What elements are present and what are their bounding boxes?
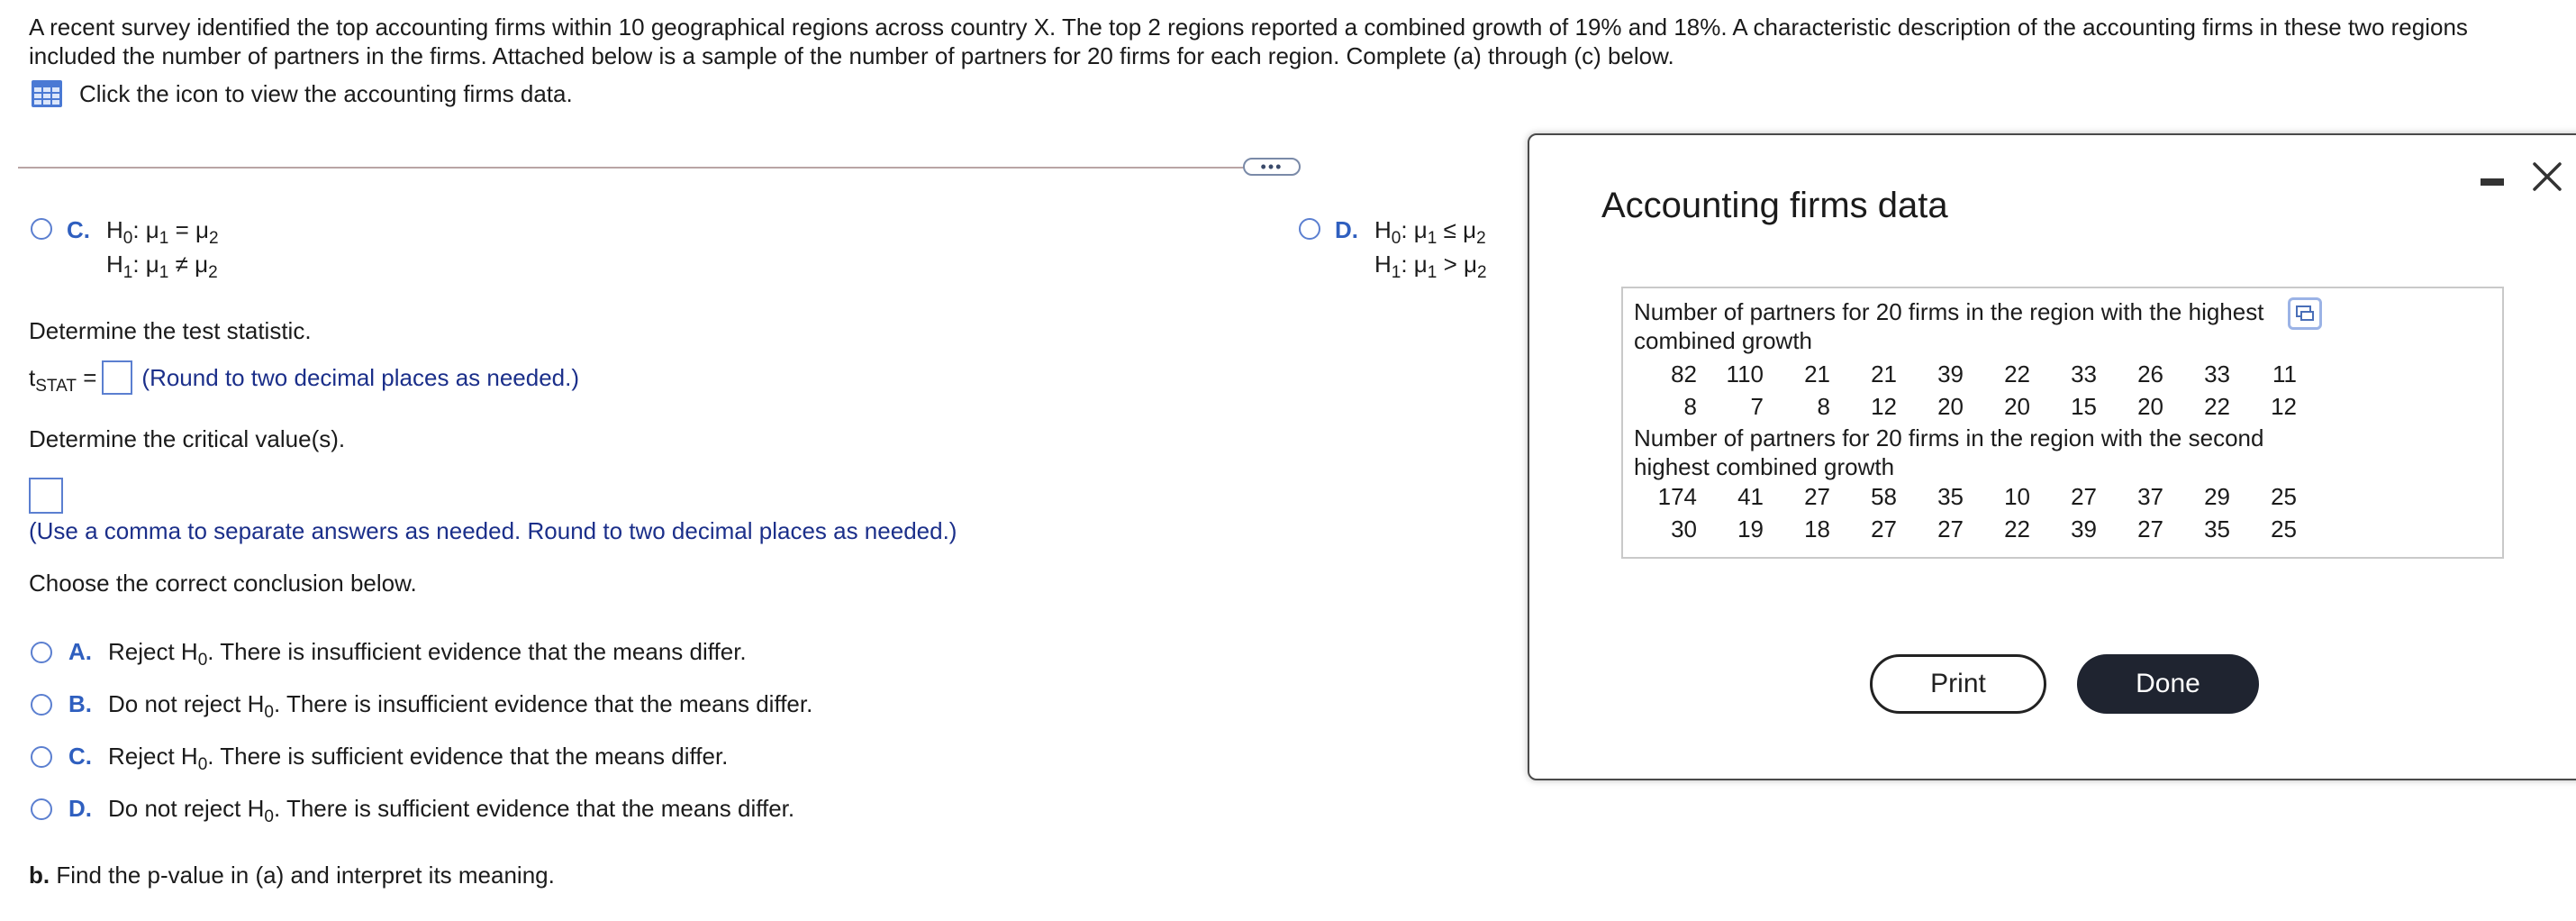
critical-value-input[interactable] — [29, 478, 63, 514]
region1-cell: 12 — [2271, 393, 2297, 420]
dialog-title: Accounting firms data — [1601, 186, 1948, 225]
region2-label: Number of partners for 20 firms in the region with the second highest combined growth — [1634, 424, 2264, 480]
region1-cell: 22 — [2004, 360, 2030, 388]
region1-cell: 21 — [1804, 360, 1830, 388]
region2-cell: 27 — [1804, 483, 1830, 510]
test-stat-input[interactable] — [102, 360, 132, 395]
region1-label: Number of partners for 20 firms in the region with the highest combined growth — [1634, 298, 2264, 354]
option-d-letter: D. — [1335, 216, 1358, 243]
conclusion-c-letter: C. — [68, 743, 92, 770]
option-c-h0: $H_0$: $\mu_1 = \mu_2$ — [106, 216, 219, 248]
region2-cell: 29 — [2204, 483, 2230, 510]
region2-cell: 35 — [2204, 515, 2230, 543]
option-c-h1: $H_1$: $\mu_1 \ne \mu_2$ — [106, 251, 218, 282]
table-grid-icon[interactable] — [31, 79, 63, 108]
close-icon[interactable] — [2531, 160, 2563, 193]
region2-cell: 10 — [2004, 483, 2030, 510]
region1-cell: 26 — [2137, 360, 2163, 388]
region1-cell: 20 — [2004, 393, 2030, 420]
region2-cell: 41 — [1737, 483, 1764, 510]
conclusion-option-b[interactable] — [31, 690, 813, 722]
section-divider — [18, 167, 1252, 169]
region2-cell: 25 — [2271, 515, 2297, 543]
region1-cell: 20 — [2137, 393, 2163, 420]
region1-cell: 82 — [1671, 360, 1697, 388]
conclusion-d-letter: D. — [68, 795, 92, 822]
region1-cell: 11 — [2272, 360, 2297, 388]
region1-cell: 110 — [1726, 360, 1764, 388]
question-intro: A recent survey identified the top accounting firms within 10 geographical regions across country X. The top 2 regions reported a combined growth of 19% and 18%. A characteristic description of the accounting firms in these two regions included the number of partners in the firms. Attached below is a sample of the number of partners for 20 firms for each region. Complete (a) through (c) below. — [29, 14, 2468, 69]
test-stat-hint: (Round to two decimal places as needed.) — [141, 363, 580, 391]
region2-cell: 27 — [1937, 515, 1964, 543]
test-stat-prompt: Determine the test statistic. — [29, 317, 312, 344]
radio-conclusion-c[interactable] — [31, 746, 52, 768]
region1-cell: 21 — [1871, 360, 1897, 388]
region1-cell: 33 — [2071, 360, 2097, 388]
region1-cell: 7 — [1750, 393, 1764, 420]
conclusion-option-c[interactable] — [31, 743, 729, 774]
region1-cell: 8 — [1817, 393, 1830, 420]
region1-cell: 8 — [1683, 393, 1697, 420]
conclusion-c-text: Reject $H_0$. There is sufficient evidence that the means differ. — [108, 743, 729, 774]
test-stat-row — [29, 360, 579, 395]
option-d-h0: $H_0$: $\mu_1 \le \mu_2$ — [1374, 216, 1486, 248]
region1-cell: 12 — [1871, 393, 1897, 420]
region2-cell: 27 — [2071, 483, 2097, 510]
region2-cell: 30 — [1671, 515, 1697, 543]
region1-cell: 22 — [2204, 393, 2230, 420]
conclusion-a-letter: A. — [68, 638, 92, 665]
region2-cell: 39 — [2071, 515, 2097, 543]
region2-cell: 18 — [1804, 515, 1830, 543]
expand-section-button[interactable]: ••• — [1243, 158, 1301, 176]
data-table-panel — [1621, 287, 2504, 559]
region1-cell: 39 — [1937, 360, 1964, 388]
region2-cell: 58 — [1871, 483, 1897, 510]
region2-cell: 22 — [2004, 515, 2030, 543]
data-link-label[interactable]: Click the icon to view the accounting firms data. — [79, 79, 573, 107]
data-link-row[interactable] — [31, 79, 573, 108]
print-button[interactable]: Print — [1870, 654, 2046, 714]
conclusion-b-letter: B. — [68, 690, 92, 717]
conclusion-d-text: Do not reject $H_0$. There is sufficient evidence that the means differ. — [108, 795, 795, 826]
copy-data-icon[interactable] — [2288, 297, 2322, 330]
region2-cell: 19 — [1737, 515, 1764, 543]
conclusion-b-text: Do not reject $H_0$. There is insufficient evidence that the means differ. — [108, 690, 813, 722]
region2-cell: 174 — [1657, 483, 1697, 510]
part-b-prompt: b. Find the p-value in (a) and interpret its meaning. — [29, 862, 555, 889]
region1-cell: 15 — [2071, 393, 2097, 420]
region2-cell: 37 — [2137, 483, 2163, 510]
conclusion-option-a[interactable] — [31, 638, 747, 670]
region2-cell: 27 — [2137, 515, 2163, 543]
critical-hint: (Use a comma to separate answers as needed. Round to two decimal places as needed.) — [29, 517, 957, 544]
region2-cell: 35 — [1937, 483, 1964, 510]
radio-conclusion-b[interactable] — [31, 694, 52, 716]
conclusion-option-d[interactable] — [31, 795, 795, 826]
minimize-icon[interactable] — [2481, 178, 2504, 186]
radio-option-d[interactable] — [1299, 218, 1320, 240]
critical-prompt: Determine the critical value(s). — [29, 425, 346, 452]
option-d-h1: $H_1$: $\mu_1 > \mu_2$ — [1374, 251, 1487, 282]
conclusion-prompt: Choose the correct conclusion below. — [29, 570, 417, 597]
radio-conclusion-d[interactable] — [31, 798, 52, 820]
region1-cell: 20 — [1937, 393, 1964, 420]
test-stat-label: $t_{STAT}$ = — [29, 363, 97, 396]
radio-option-c[interactable] — [31, 218, 52, 240]
region2-cell: 25 — [2271, 483, 2297, 510]
option-c-letter: C. — [67, 216, 90, 243]
accounting-data-dialog — [1528, 133, 2576, 780]
done-button[interactable]: Done — [2077, 654, 2259, 714]
region1-cell: 33 — [2204, 360, 2230, 388]
radio-conclusion-a[interactable] — [31, 642, 52, 663]
conclusion-a-text: Reject $H_0$. There is insufficient evidence that the means differ. — [108, 638, 747, 670]
region2-cell: 27 — [1871, 515, 1897, 543]
